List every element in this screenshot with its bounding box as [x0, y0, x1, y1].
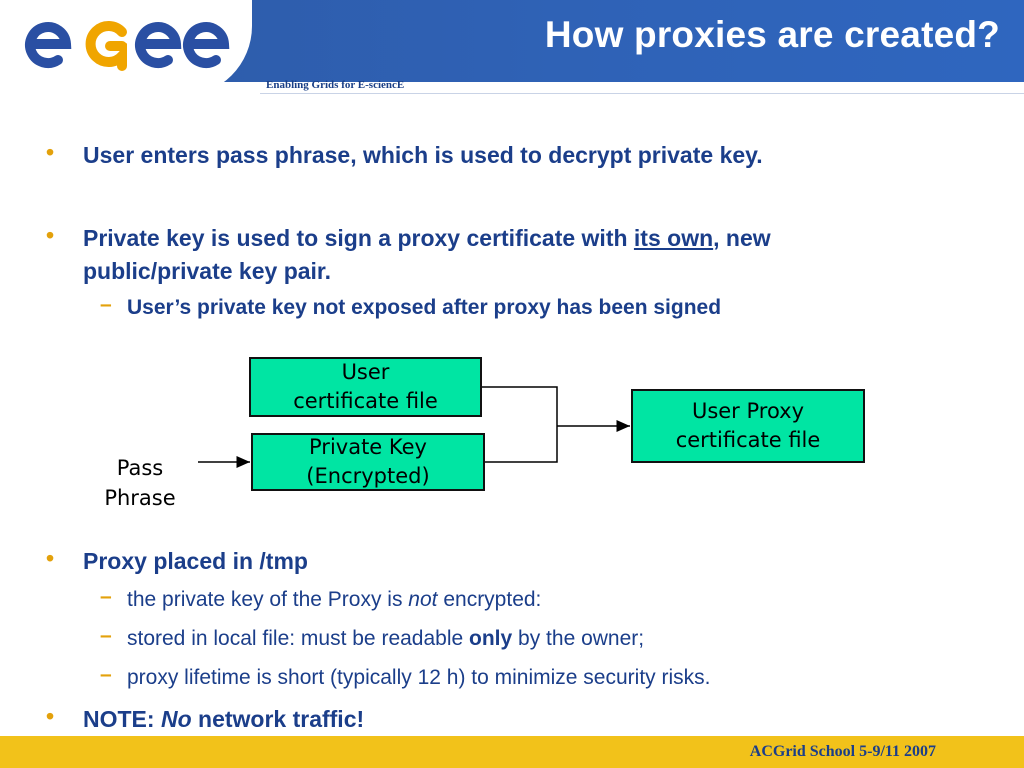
- bullet-3-sub3-text: proxy lifetime is short (typically 12 h) to minimize security risks.: [127, 666, 711, 689]
- dash-marker: –: [100, 624, 112, 647]
- footer-text: ACGrid School 5-9/11 2007: [749, 743, 936, 760]
- bullet-2-part2: , new: [713, 225, 771, 251]
- bullet-3-sub1-b: encrypted:: [437, 588, 542, 611]
- bullet-2-underlined: its own: [633, 225, 714, 251]
- bullet-dot: •: [46, 545, 55, 571]
- slide-title: How proxies are created?: [544, 14, 1000, 55]
- dash-marker: –: [100, 585, 112, 608]
- bullet-3-sub1-text: [127, 585, 541, 615]
- bullet-dot: •: [46, 222, 55, 248]
- dash-marker: –: [100, 663, 112, 686]
- bullet-3-sub2-b: by the owner;: [512, 627, 645, 650]
- bullet-3-text: Proxy placed in /tmp: [83, 548, 308, 574]
- bullet-3-sub1-em: not: [408, 588, 438, 611]
- bullet-dot: •: [46, 703, 55, 729]
- bullet-4-a: NOTE:: [83, 706, 161, 732]
- private-key-box: [251, 433, 485, 491]
- connector-user-cert: [481, 387, 557, 426]
- proxy-line1: User Proxy: [691, 399, 805, 423]
- bullet-3-sub2-strong: only: [469, 627, 513, 650]
- private-key-line2: (Encrypted): [306, 464, 430, 488]
- pass-line2: Phrase: [104, 486, 176, 510]
- bullet-4-text: [83, 703, 364, 736]
- bullet-3-sub1-a: the private key of the Proxy is: [127, 588, 409, 611]
- bullet-4-b: network traffic!: [191, 706, 365, 732]
- tagline: Enabling Grids for E-sciencE: [266, 79, 405, 91]
- bullet-3-sub2-text: [127, 624, 644, 654]
- proxy-line2: certificate file: [675, 428, 821, 452]
- user-cert-line2: certificate file: [293, 389, 438, 413]
- user-proxy-box: [631, 389, 865, 463]
- bullet-2-line2-text: public/private key pair.: [83, 258, 331, 284]
- slide-footer: [0, 736, 1024, 768]
- bullet-dot: •: [46, 139, 55, 165]
- connector-private-key: [484, 426, 557, 462]
- bullet-1-text: User enters pass phrase, which is used to decrypt private key.: [83, 142, 763, 168]
- bullet-2-part1: Private key is used to sign a proxy certificate with: [83, 225, 634, 251]
- user-cert-line1: User: [341, 360, 390, 384]
- user-certificate-box: [249, 357, 482, 417]
- bullet-2-sub1-text: User’s private key not exposed after proxy has been signed: [127, 296, 722, 319]
- bullet-4-em: No: [160, 706, 192, 732]
- dash-marker: –: [100, 293, 112, 316]
- private-key-line1: Private Key: [309, 435, 427, 459]
- bullet-3-sub2-a: stored in local file: must be readable: [127, 627, 470, 650]
- pass-line1: Pass: [116, 456, 164, 480]
- pass-phrase-label: [96, 453, 184, 513]
